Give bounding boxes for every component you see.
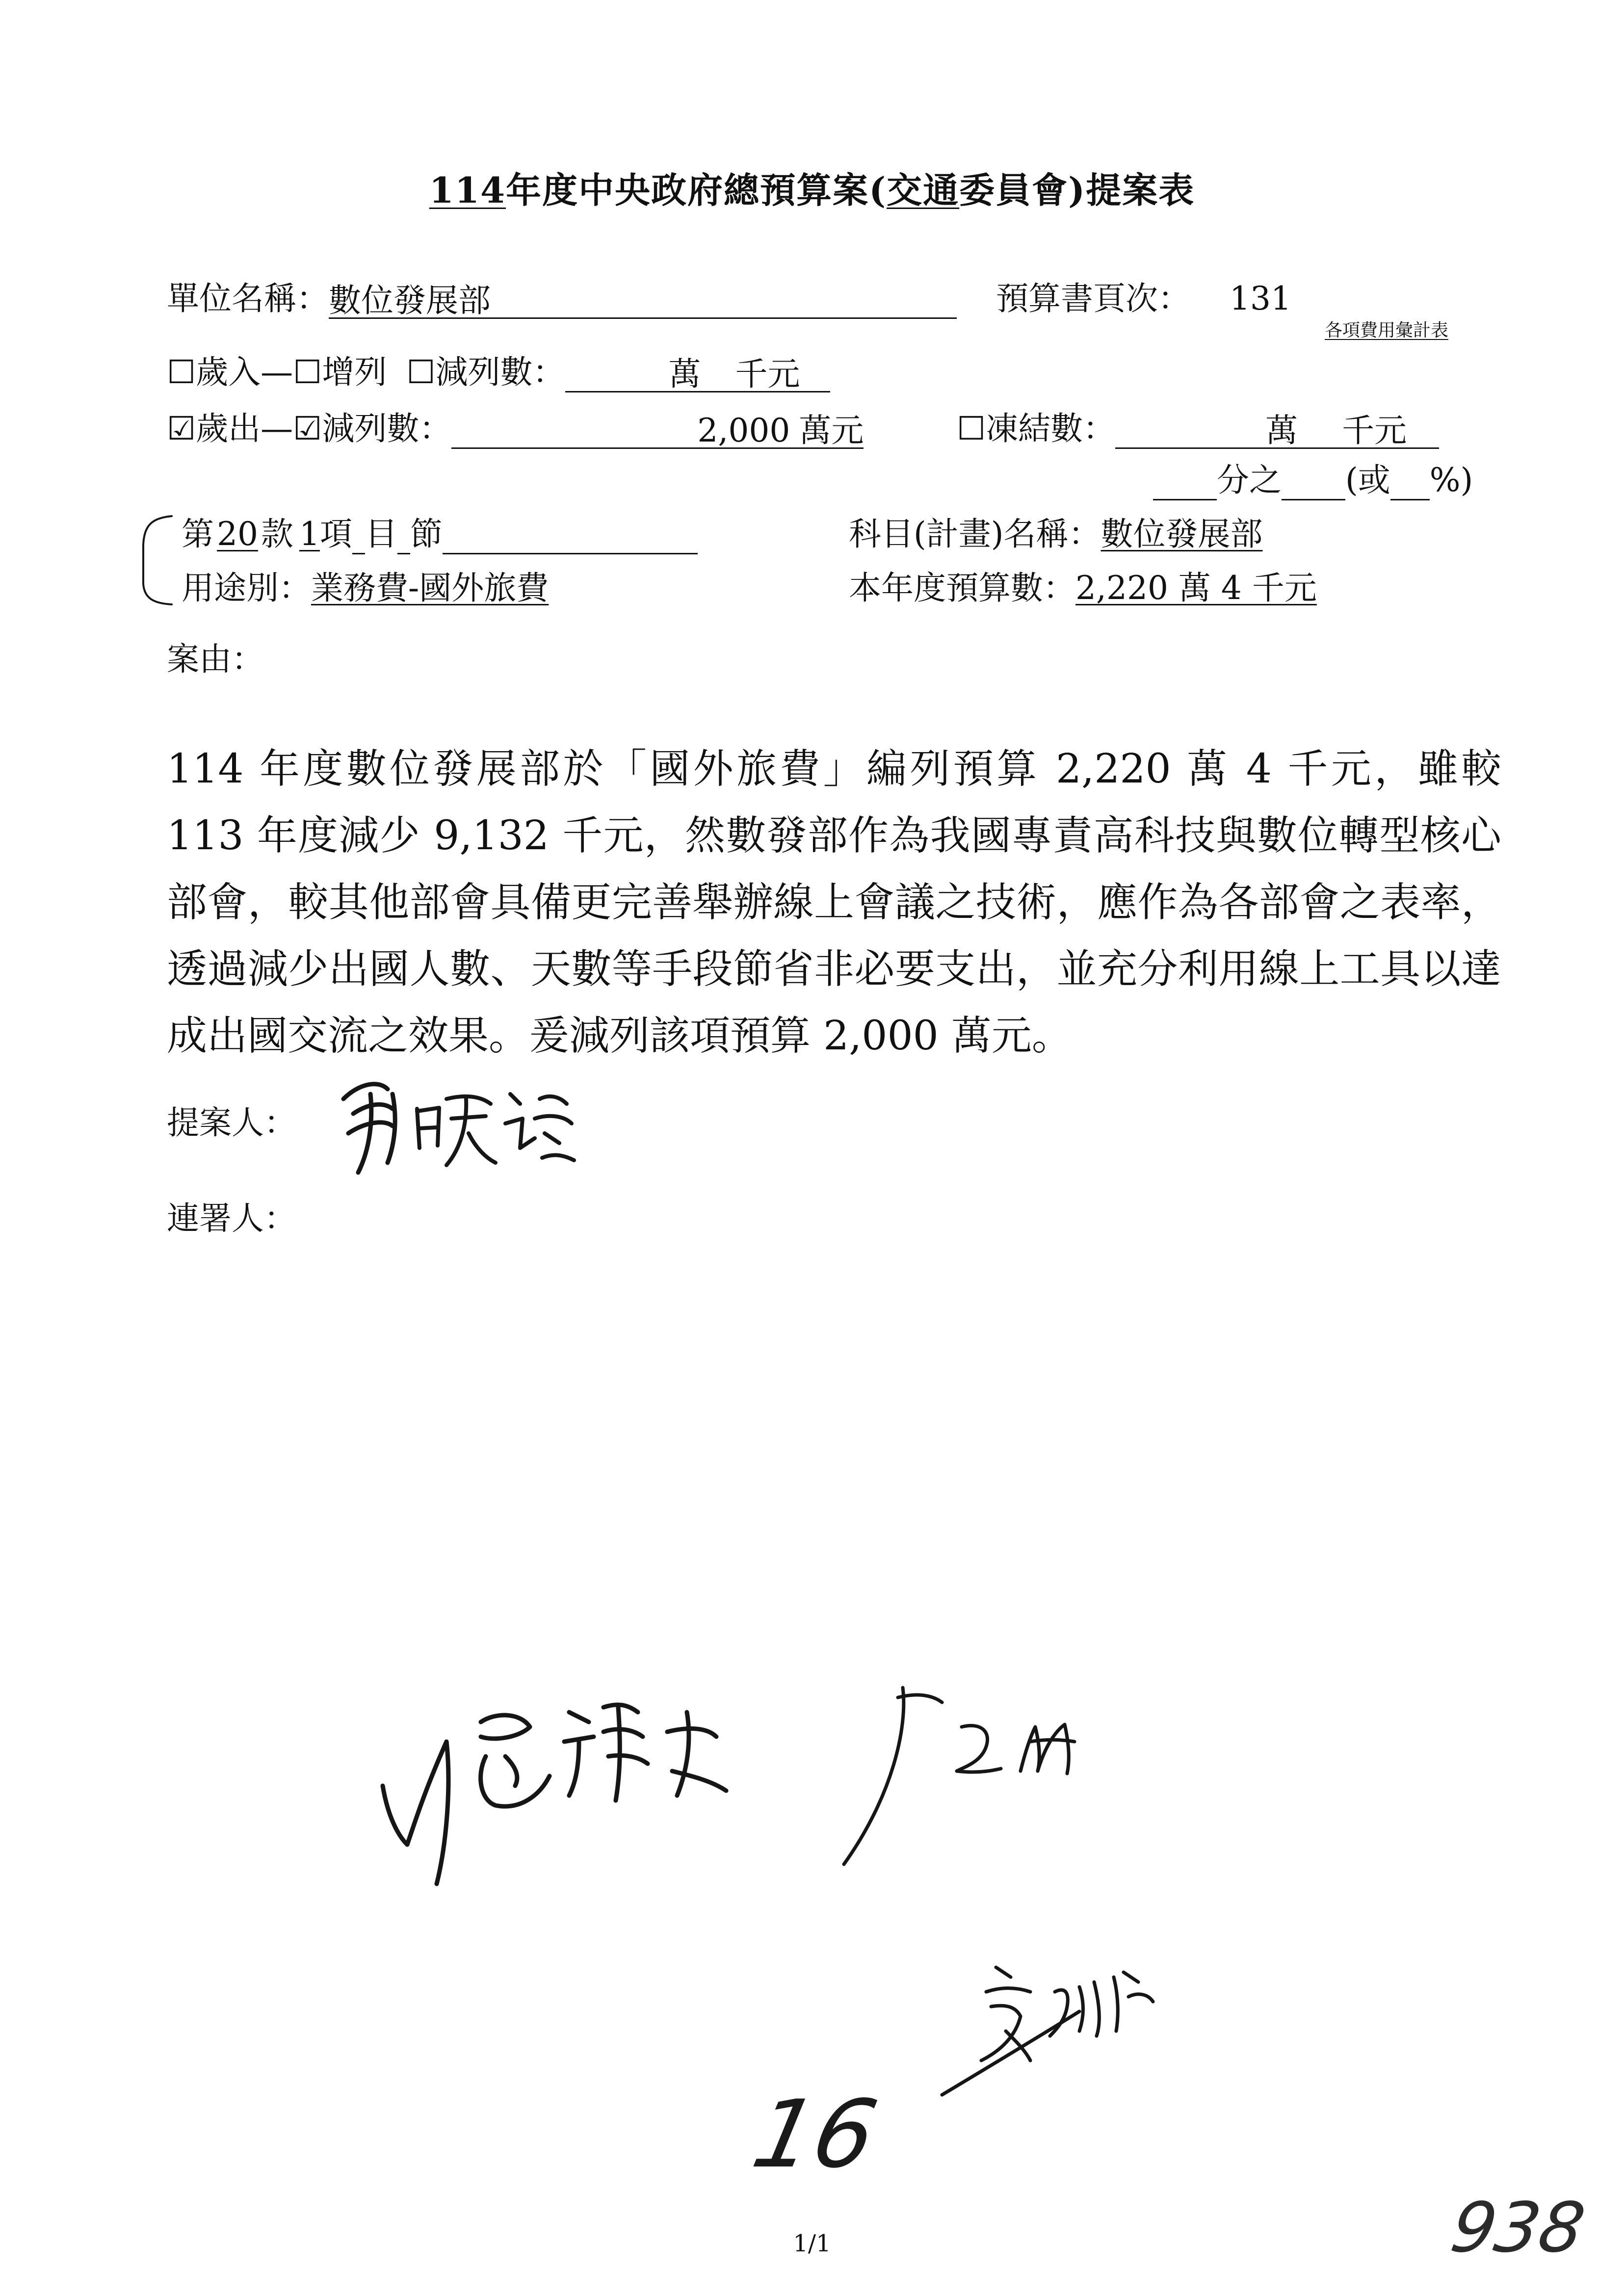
bracket-icon (137, 510, 177, 608)
xiang-value: 1 (299, 515, 320, 553)
subject-row (849, 508, 1263, 554)
income-label: 歲入— (196, 353, 293, 391)
xiang-label: 項 (319, 515, 352, 553)
freeze-row (957, 402, 1439, 449)
fraction-fen-zhi: 分之 (1217, 461, 1282, 499)
expense-decrease-checkbox: ☑ (293, 410, 322, 447)
kuan-label: 款 (261, 515, 293, 553)
subject-label: 科目(計畫)名稱： (849, 515, 1101, 553)
handwritten-number-938: 938 (1445, 2188, 1591, 2268)
title-text-after: 委員會)提案表 (959, 169, 1195, 211)
income-checkbox: ☐ (167, 353, 196, 391)
page-note: 各項費用彙計表 (1325, 320, 1449, 340)
income-row (167, 346, 830, 392)
page-value: 131 (1230, 280, 1291, 317)
freeze-unit-qian: 千元 (1342, 411, 1407, 449)
fraction-row (1153, 454, 1473, 500)
unit-row (167, 272, 957, 319)
income-unit-wan: 萬 (668, 355, 701, 393)
usage-value: 業務費-國外旅費 (311, 569, 549, 607)
page-number: 1/1 (793, 2230, 831, 2257)
income-unit-qian: 千元 (735, 355, 800, 393)
subject-value: 數位發展部 (1100, 515, 1263, 553)
decrease-checkbox: ☐ (406, 353, 436, 391)
usage-row (182, 562, 549, 608)
classification-row (182, 508, 698, 554)
expense-label: 歲出— (196, 410, 293, 447)
fraction-open: (或 (1345, 461, 1390, 499)
proposer-label: 提案人： (167, 1104, 296, 1142)
jie-label: 節 (410, 515, 443, 553)
mu-label: 目 (365, 515, 397, 553)
cosigner-signature-2 (834, 1668, 1178, 1884)
page-ref (996, 272, 1291, 319)
cosigner-signature-1 (373, 1658, 864, 1913)
cosigner-label: 連署人： (167, 1200, 296, 1237)
reason-text: 114 年度數位發展部於「國外旅費」編列預算 2,220 萬 4 千元，雖較 113 年度減少 9,132 千元，然數發部作為我國專責高科技與數位轉型核心部會，較其他部會具備更完善舉辦線上會議之技術，應作為各部會之表率，透過減少出國人數、天數等手段節省非必要支出，並充分利用線上工具以達成出國交流之效果。爰減列該項預算 2,000 萬元。 (167, 746, 1501, 1059)
kuan-value: 20 (217, 515, 258, 553)
increase-label: 增列 (322, 353, 387, 391)
usage-label: 用途別： (182, 569, 311, 607)
proposer-signature (324, 1065, 579, 1182)
page-label: 預算書頁次： (996, 280, 1190, 317)
kuan-prefix: 第 (182, 515, 214, 553)
expense-amount: 2,000 (697, 411, 790, 449)
decrease-label: 減列數： (435, 353, 565, 391)
budget-row (849, 562, 1317, 608)
unit-label: 單位名稱： (167, 280, 329, 317)
page-title (0, 162, 1624, 213)
expense-decrease-label: 減列數： (322, 410, 452, 447)
reason-label: 案由： (167, 640, 264, 678)
fraction-percent: %) (1429, 461, 1473, 499)
title-text-before: 年度中央政府總預算案( (506, 169, 887, 211)
increase-checkbox: ☐ (293, 353, 322, 391)
handwritten-number-16: 16 (744, 2080, 886, 2189)
unit-value: 數位發展部 (329, 284, 957, 319)
cosigner-signature-3 (932, 1938, 1236, 2105)
title-year: 114 (429, 169, 506, 211)
budget-label: 本年度預算數： (849, 569, 1075, 607)
expense-unit: 萬元 (799, 411, 864, 449)
freeze-unit-wan: 萬 (1265, 411, 1298, 449)
freeze-checkbox: ☐ (957, 410, 986, 447)
freeze-label: 凍結數： (986, 410, 1116, 447)
title-committee: 交通 (887, 169, 960, 211)
expense-row (167, 402, 864, 449)
budget-value: 2,220 萬 4 千元 (1075, 569, 1317, 607)
expense-checkbox: ☑ (167, 410, 196, 447)
